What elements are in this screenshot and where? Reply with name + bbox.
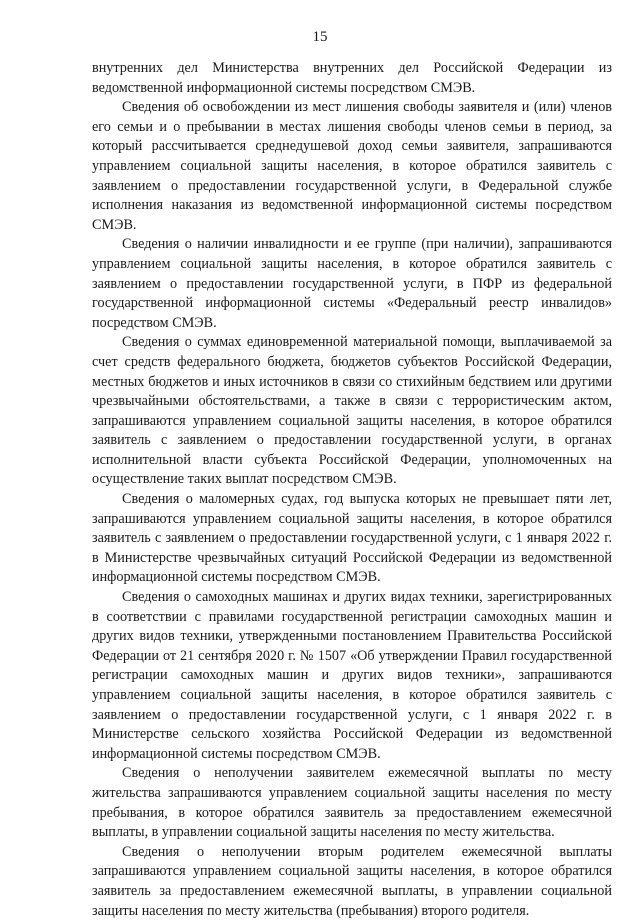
paragraph-material-aid: Сведения о суммах единовременной материальной помощи, выплачиваемой за счет средств федерального бюджета, бюджетов субъектов Российской Федерации, местных бюджетов и иных источников в связи со стихийным бедствием или другими чрезвычайными обстоятельствами, а также в связи с террористическим актом, запрашиваются управлением социальной защиты населения, в которое обратился заявитель с заявлением о предоставлении государственной услуги, в органах исполнительной власти субъекта Российской Федерации, уполномоченных на осуществление таких выплат посредством СМЭВ. <box>92 334 612 488</box>
paragraph-non-receipt-second-parent: Сведения о неполучении вторым родителем ежемесячной выплаты запрашиваются управлением социальной защиты населения, в которое обратился заявитель за предоставлением ежемесячной выплаты, в управлении социальной защиты населения по месту жительства (пребывания) второго родителя. <box>92 843 612 919</box>
paragraph-continuation: внутренних дел Министерства внутренних дел Российской Федерации из ведомственной информационной системы посредством СМЭВ. <box>92 60 612 96</box>
paragraph-self-propelled-machines: Сведения о самоходных машинах и других видах техники, зарегистрированных в соответствии с правилами государственной регистрации самоходных машин и других видов техники, утвержденными постановлением Правительства Российской Федерации от 21 сентября 2020 г. № 1507 «Об утверждении Правил государственной регистрации самоходных машин и других видов техники», запрашиваются управлением социальной защиты населения, в которое обратился заявитель с заявлением о предоставлении государственной услуги, с 1 января 2022 г. в Министерстве сельского хозяйства Российской Федерации из ведомственной информационной системы посредством СМЭВ. <box>92 589 612 762</box>
paragraph-non-receipt-applicant: Сведения о неполучении заявителем ежемесячной выплаты по месту жительства запрашиваются управлением социальной защиты населения по месту пребывания, в которое обратился заявитель за предоставлением ежемесячной выплаты, в управлении социальной защиты населения по месту жительства. <box>92 765 612 841</box>
page-number: 15 <box>312 29 328 45</box>
document-body <box>92 59 612 921</box>
paragraph-small-vessels: Сведения о маломерных судах, год выпуска которых не превышает пяти лет, запрашиваются управлением социальной защиты населения, в которое обратился заявитель с заявлением о предоставлении государственной услуги, с 1 января 2022 г. в Министерстве чрезвычайных ситуаций Российской Федерации из ведомственной информационной системы посредством СМЭВ. <box>92 491 612 586</box>
paragraph-release-from-prison: Сведения об освобождении из мест лишения свободы заявителя и (или) членов его семьи и о пребывании в местах лишения свободы членов семьи в период, за который рассчитывается среднедушевой доход семьи заявителя, запрашиваются управлением социальной защиты населения, в которое обратился заявитель с заявлением о предоставлении государственной услуги, в Федеральной службе исполнения наказания из ведомственной информационной системы посредством СМЭВ. <box>92 99 612 233</box>
paragraph-disability: Сведения о наличии инвалидности и ее группе (при наличии), запрашиваются управлением социальной защиты населения, в которое обратился заявитель с заявлением о предоставлении государственной услуги, в ПФР из федеральной государственной информационной системы «Федеральный реестр инвалидов» посредством СМЭВ. <box>92 236 612 331</box>
